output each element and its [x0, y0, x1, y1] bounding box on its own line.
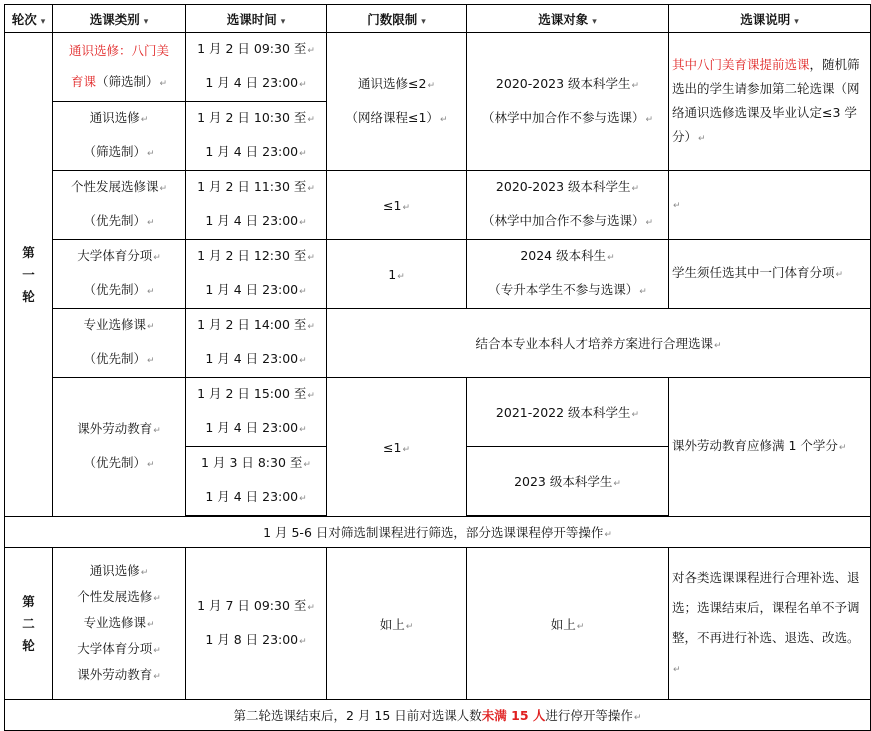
time-cell: 1 月 7 日 09:30 至↵ 1 月 8 日 23:00↵ — [186, 548, 327, 700]
table-row — [5, 309, 871, 378]
note-cell: 对各类选课课程进行合理补选、退选；选课结束后，课程名单不予调整，不再进行补选、退选、改选。↵ — [669, 548, 871, 700]
note-cell: 学生须任选其中一门体育分项↵ — [669, 240, 871, 309]
footer-row — [5, 700, 871, 731]
header-round: 轮次 ▾ — [5, 5, 53, 33]
merged-note-cell: 结合本专业本科人才培养方案进行合理选课↵ — [327, 309, 871, 378]
table-row — [5, 378, 871, 447]
category-cell: 通识选修：八门美 育课（筛选制）↵ — [53, 33, 186, 102]
note-cell: 课外劳动教育应修满 1 个学分↵ — [669, 378, 871, 517]
table-row — [5, 548, 871, 700]
time-cell: 1 月 2 日 12:30 至↵ 1 月 4 日 23:00↵ — [186, 240, 327, 309]
time-cell: 1 月 2 日 10:30 至↵ 1 月 4 日 23:00↵ — [186, 102, 327, 171]
course-selection-schedule-table — [4, 4, 871, 731]
footer-text: 第二轮选课结束后，2 月 15 日前对选课人数未满 15 人进行停开等操作↵ — [5, 700, 871, 731]
target-cell: 2020-2023 级本科学生↵ （林学中加合作不参与选课）↵ — [467, 33, 669, 171]
limit-cell: ≤1↵ — [327, 378, 467, 517]
target-cell: 2020-2023 级本科学生↵ （林学中加合作不参与选课）↵ — [467, 171, 669, 240]
dropdown-arrow-icon: ▾ — [143, 16, 149, 27]
time-cell: 1 月 2 日 15:00 至↵ 1 月 4 日 23:00↵ — [186, 378, 327, 447]
category-cell: 通识选修↵ 个性发展选修↵ 专业选修课↵ 大学体育分项↵ 课外劳动教育↵ — [53, 548, 186, 700]
dropdown-arrow-icon: ▾ — [280, 16, 286, 27]
interlude-row — [5, 517, 871, 548]
target-cell: 如上↵ — [467, 548, 669, 700]
note-cell: 其中八门美育课提前选课，随机筛选出的学生请参加第二轮选课（网络通识选修选课及毕业认定≤3 学分）↵ — [669, 33, 871, 171]
note-cell: ↵ — [669, 171, 871, 240]
category-cell: 个性发展选修课↵ （优先制）↵ — [53, 171, 186, 240]
table-row — [5, 171, 871, 240]
category-cell: 专业选修课↵ （优先制）↵ — [53, 309, 186, 378]
limit-cell: 1↵ — [327, 240, 467, 309]
time-cell: 1 月 2 日 14:00 至↵ 1 月 4 日 23:00↵ — [186, 309, 327, 378]
time-cell: 1 月 2 日 09:30 至↵ 1 月 4 日 23:00↵ — [186, 33, 327, 102]
header-note: 选课说明 ▾ — [669, 5, 871, 33]
category-cell: 大学体育分项↵ （优先制）↵ — [53, 240, 186, 309]
header-time: 选课时间 ▾ — [186, 5, 327, 33]
time-cell: 1 月 3 日 8:30 至↵ 1 月 4 日 23:00↵ — [186, 447, 327, 516]
dropdown-arrow-icon: ▾ — [421, 16, 426, 27]
round-two-label: 第 二 轮 — [5, 548, 53, 700]
table-row — [5, 240, 871, 309]
header-target: 选课对象 ▾ — [467, 5, 669, 33]
target-cell: 2021-2022 级本科学生↵ — [467, 378, 669, 447]
limit-cell: ≤1↵ — [327, 171, 467, 240]
interlude-text: 1 月 5-6 日对筛选制课程进行筛选，部分选课课程停开等操作↵ — [5, 517, 871, 548]
target-cell: 2023 级本科学生↵ — [467, 447, 669, 516]
table-row — [5, 33, 871, 102]
category-cell: 课外劳动教育↵ （优先制）↵ — [53, 378, 186, 517]
header-row — [5, 5, 871, 33]
header-category: 选课类别 ▾ — [53, 5, 186, 33]
time-cell: 1 月 2 日 11:30 至↵ 1 月 4 日 23:00↵ — [186, 171, 327, 240]
round-one-label: 第 一 轮 — [5, 33, 53, 517]
limit-cell: 如上↵ — [327, 548, 467, 700]
category-cell: 通识选修↵ （筛选制）↵ — [53, 102, 186, 171]
limit-cell: 通识选修≤2↵ （网络课程≤1）↵ — [327, 33, 467, 171]
target-cell: 2024 级本科生↵ （专升本学生不参与选课）↵ — [467, 240, 669, 309]
dropdown-arrow-icon: ▾ — [40, 16, 46, 27]
dropdown-arrow-icon: ▾ — [592, 16, 597, 27]
dropdown-arrow-icon: ▾ — [794, 16, 799, 27]
header-limit: 门数限制 ▾ — [327, 5, 467, 33]
